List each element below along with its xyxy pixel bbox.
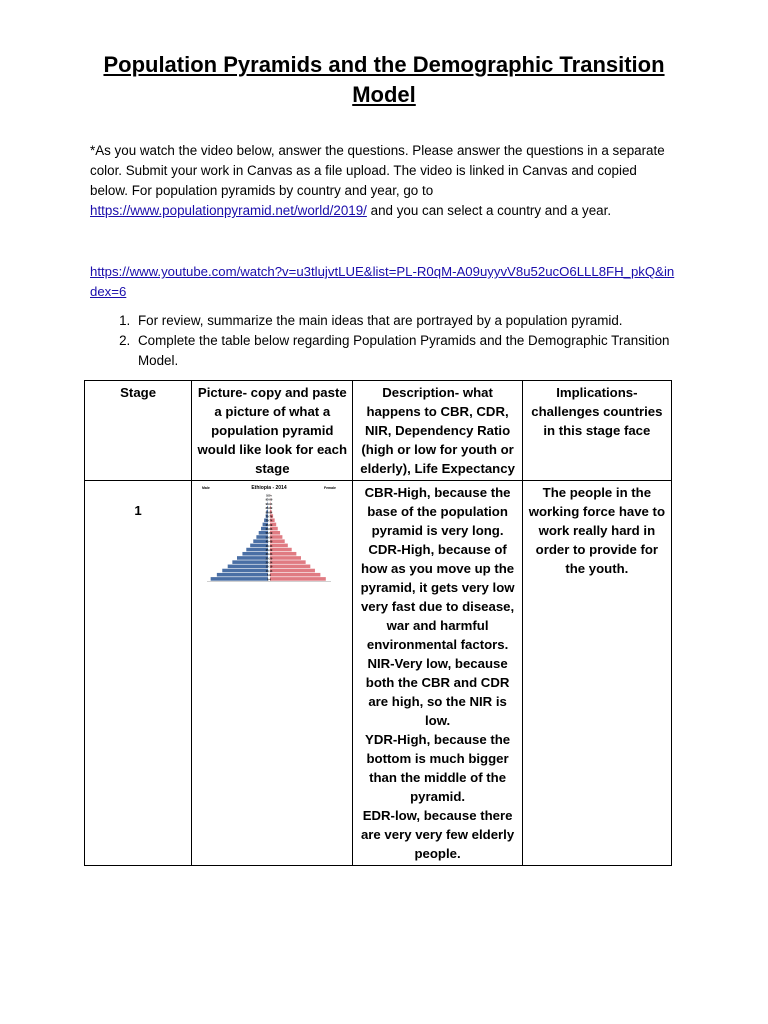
pyramid-age-label: 95-99 [265,498,273,502]
description-cell [353,481,522,866]
pyramid-age-label: 35-39 [265,548,273,552]
pyramid-age-label: 15-19 [265,565,273,569]
pyramid-bar-male-15-19 [228,565,268,569]
youtube-link-line [90,262,675,302]
pyramid-age-label: 60-64 [265,528,273,532]
youtube-link[interactable]: https://www.youtube.com/watch?v=u3tlujvtLUE&list=PL-R0qM-A09uyyvV8u52ucO6LLL8FH_pkQ&index=6 [90,264,675,299]
pyramid-female-label: Female [324,486,337,490]
pyramid-age-label: 20-24 [265,561,273,565]
pyramid-age-label: 40-44 [265,544,273,548]
pyramid-age-label: 0-4 [267,578,272,582]
stages-table [84,380,672,866]
stage-number: 1 [85,481,192,866]
pyramid-bar-female-20-24 [270,560,306,564]
header-stage: Stage [85,381,192,481]
pyramid-age-label: 85-89 [265,507,273,511]
description-nir: NIR-Very low, because both the CBR and CDR are high, so the NIR is low. [365,656,510,728]
pyramid-bar-female-10-14 [270,569,315,573]
table-header-row [85,381,672,481]
pyramid-bar-male-0-4 [211,577,268,581]
question-item: 1. For review, summarize the main ideas that are portrayed by a population pyramid. [134,311,694,331]
intro-after-link: and you can select a country and a year. [366,203,612,218]
pyramid-bar-female-35-39 [270,548,292,552]
description-edr: EDR-low, because there are very very few elderly people. [360,808,515,861]
description-ydr: YDR-High, because the bottom is much bigger than the middle of the pyramid. [365,732,511,804]
implications-cell: The people in the working force have to work really hard in order to provide for the youth. [522,481,671,866]
pyramid-age-label: 70-74 [265,519,273,523]
description-cdr: CDR-High, because of how as you move up the pyramid, it gets very low very fast due to disease, war and harmful environmental factors. [360,542,515,652]
header-implications: Implications- challenges countries in this stage face [522,381,671,481]
header-picture: Picture- copy and paste a picture of what a population pyramid would like look for each stage [192,381,353,481]
pyramid-title: Ethiopia - 2014 [251,485,287,491]
pyramid-bar-male-30-34 [243,552,269,556]
header-description: Description- what happens to CBR, CDR, NIR, Dependency Ratio (high or low for youth or elderly), Life Expectancy [353,381,522,481]
pyramid-age-label: 80-84 [265,511,273,515]
pyramid-male-label: Male [202,486,210,490]
pyramid-age-label: 90-94 [265,502,273,506]
pyramid-age-label: 45-49 [265,540,273,544]
page-title: Population Pyramids and the Demographic Transition Model [103,52,665,107]
pyramid-bar-male-20-24 [233,560,269,564]
pyramid-age-label: 50-54 [265,536,273,540]
intro-paragraph [90,141,675,221]
pyramid-bar-female-30-34 [270,552,296,556]
pyramid-image-cell [192,481,353,866]
pyramid-bar-male-5-9 [217,573,268,577]
pyramid-bar-female-15-19 [270,565,310,569]
pyramid-bar-male-25-29 [237,556,268,560]
pyramid-age-label: 25-29 [265,557,273,561]
pyramid-age-label: 65-69 [265,523,273,527]
intro-text: *As you watch the video below, answer the questions. Please answer the questions in a separate color. Submit your work in Canvas as a file upload. The video is linked in Canvas and copied below. For population pyramids by country and year, go to [90,143,665,198]
pyramid-bar-female-25-29 [270,556,301,560]
pyramid-bar-female-40-44 [270,544,288,548]
description-cbr: CBR-High, because the base of the population pyramid is very long. [364,485,511,538]
pyramid-age-label: 100+ [266,494,273,498]
pyramid-bar-female-0-4 [270,577,326,581]
pyramid-age-label: 5-9 [267,574,272,578]
pyramid-age-label: 10-14 [265,569,273,573]
question-list [108,311,694,371]
pyramid-age-label: 30-34 [265,553,273,557]
pyramid-age-label: 55-59 [265,532,273,536]
population-pyramid-link[interactable]: https://www.populationpyramid.net/world/2019/ [90,203,367,218]
table-row [85,481,672,866]
question-item: 2. Complete the table below regarding Population Pyramids and the Demographic Transition Model. [134,331,694,371]
pyramid-bar-male-10-14 [222,569,268,573]
pyramid-bar-female-5-9 [270,573,320,577]
pyramid-age-label: 75-79 [265,515,273,519]
population-pyramid-chart [194,483,344,593]
